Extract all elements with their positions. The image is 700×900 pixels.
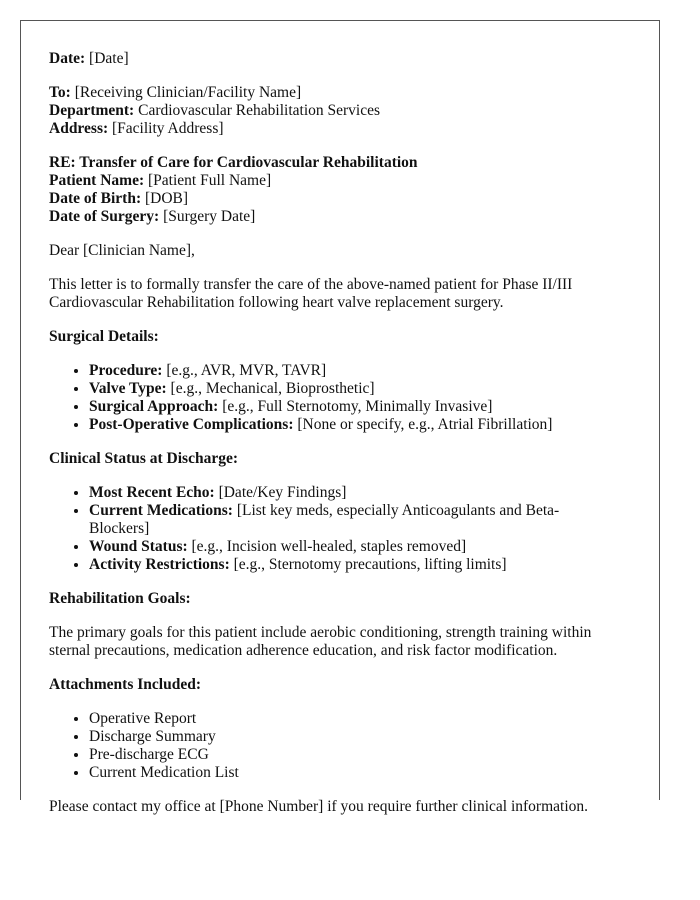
item-label: Procedure:: [89, 362, 163, 379]
rehab-goals-heading: Rehabilitation Goals:: [49, 590, 191, 607]
surgery-date-line: [49, 208, 609, 226]
item-value: [e.g., Full Sternotomy, Minimally Invasive]: [218, 398, 493, 415]
dob-label: Date of Birth:: [49, 190, 142, 207]
to-value: [Receiving Clinician/Facility Name]: [70, 84, 302, 101]
list-item: [89, 416, 609, 434]
department-label: Department:: [49, 102, 135, 119]
item-label: Wound Status:: [89, 538, 188, 555]
list-item: • Discharge Summary: [89, 728, 609, 746]
surgical-details-list: [49, 362, 609, 434]
list-item: • Operative Report: [89, 710, 609, 728]
address-label: Address:: [49, 120, 109, 137]
list-item: [89, 502, 609, 538]
list-item: [89, 484, 609, 502]
department-value: Cardiovascular Rehabilitation Services: [134, 102, 381, 119]
item-value: [e.g., Incision well-healed, staples removed]: [187, 538, 467, 555]
clinical-status-heading: Clinical Status at Discharge:: [49, 450, 239, 467]
list-item: [89, 538, 609, 556]
list-item: [89, 380, 609, 398]
item-label: Post-Operative Complications:: [89, 416, 294, 433]
surgical-details-heading: Surgical Details:: [49, 328, 159, 345]
list-item: [89, 556, 609, 574]
item-label: Current Medications:: [89, 502, 233, 519]
re-subject: [49, 154, 609, 172]
item-value: [None or specify, e.g., Atrial Fibrillation]: [293, 416, 553, 433]
to-label: To:: [49, 84, 71, 101]
attachments-list: [49, 710, 609, 782]
item-value: [e.g., Sternotomy precautions, lifting limits]: [229, 556, 507, 573]
item-label: Activity Restrictions:: [89, 556, 230, 573]
department-line: [49, 102, 609, 120]
surgery-date-label: Date of Surgery:: [49, 208, 160, 225]
item-value: [e.g., AVR, MVR, TAVR]: [162, 362, 327, 379]
patient-label: Patient Name:: [49, 172, 145, 189]
date-line: [49, 50, 609, 68]
re-subject-text: RE: Transfer of Care for Cardiovascular Rehabilitation: [49, 154, 418, 171]
item-value: [Date/Key Findings]: [214, 484, 347, 501]
letter-content: [49, 50, 609, 832]
item-label: Valve Type:: [89, 380, 167, 397]
item-value: [e.g., Mechanical, Bioprosthetic]: [166, 380, 375, 397]
address-line: [49, 120, 609, 138]
recipient-block: [49, 84, 609, 138]
to-line: [49, 84, 609, 102]
dob-value: [DOB]: [141, 190, 189, 207]
rehab-goals-paragraph: The primary goals for this patient include aerobic conditioning, strength training within sternal precautions, medication adherence education, and risk factor modification.: [49, 624, 592, 659]
item-label: Surgical Approach:: [89, 398, 219, 415]
item-value: [List key meds, especially Anticoagulants and Beta-Blockers]: [89, 502, 560, 537]
dob-line: [49, 190, 609, 208]
re-block: [49, 154, 609, 226]
date-label: Date:: [49, 50, 86, 67]
list-item: • Pre-discharge ECG: [89, 746, 609, 764]
item-label: Most Recent Echo:: [89, 484, 215, 501]
greeting: Dear [Clinician Name],: [49, 242, 195, 259]
patient-value: [Patient Full Name]: [144, 172, 272, 189]
address-value: [Facility Address]: [108, 120, 224, 137]
list-item: [89, 362, 609, 380]
patient-line: [49, 172, 609, 190]
attachments-heading: Attachments Included:: [49, 676, 201, 693]
list-item: [89, 398, 609, 416]
list-item: • Current Medication List: [89, 764, 609, 782]
intro-paragraph: This letter is to formally transfer the care of the above-named patient for Phase II/III Cardiovascular Rehabilitation following heart valve replacement surgery.: [49, 276, 573, 311]
date-block: [49, 50, 609, 68]
clinical-status-list: [49, 484, 609, 574]
closing-paragraph: Please contact my office at [Phone Number] if you require further clinical information.: [49, 798, 589, 815]
letter-page: [20, 20, 660, 815]
surgery-date-value: [Surgery Date]: [159, 208, 256, 225]
date-value: [Date]: [85, 50, 129, 67]
